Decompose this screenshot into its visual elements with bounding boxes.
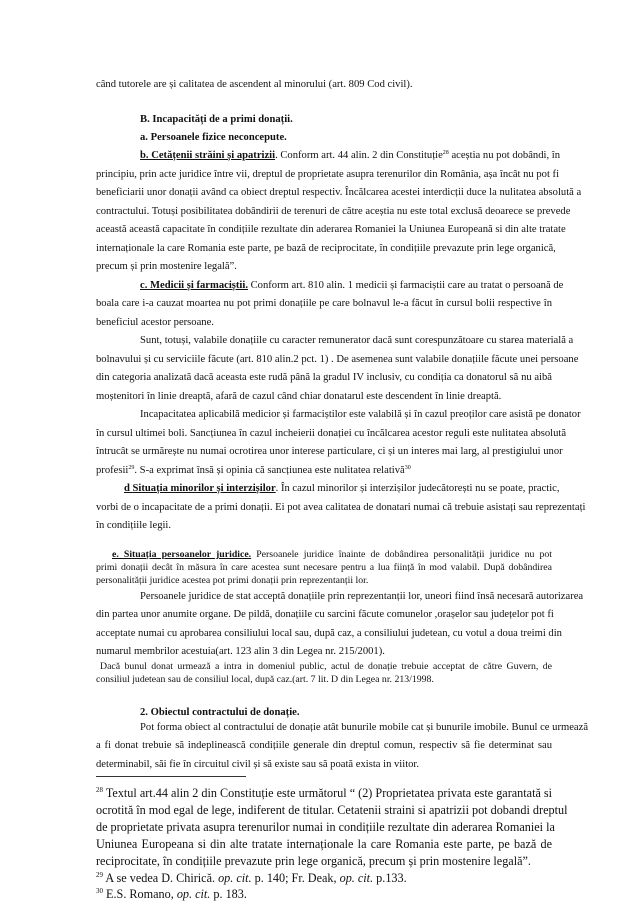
text-run: . Conform art. 44 alin. 2 din Constituție (275, 150, 443, 161)
text-run: E.S. Romano, (103, 887, 177, 901)
paragraph-line: Dacă bunul donat urmează a intra in domeniul public, actul de donație trebuie acceptat de către Guvern, de (100, 661, 552, 672)
subsection-heading-a: a. Persoanele fizice neconcepute. (140, 132, 287, 143)
citation: op. cit. (218, 871, 252, 885)
paragraph-line: beneficiul acestor persoane. (96, 317, 214, 328)
text-run: Conform art. 810 alin. 1 medicii și farmaciștii care au tratat o persoană de (247, 280, 564, 291)
paragraph-line: primi donații decât în măsura în care acestea sunt necesare pentru a lua ființă în mod valabil. După dobândirea (96, 562, 552, 573)
footnote-29 (96, 871, 552, 886)
paragraph-line (96, 464, 552, 477)
paragraph-line: Sunt, totuși, valabile donațiile cu caracter remunerator dacă sunt corespunzătoare cu starea materială a (140, 335, 574, 346)
paragraph-line: bolnavului și cu serviciile făcute (art. 810 alin.2 pct. 1) . De asemenea sunt valabile donațiile făcute unei persoane (96, 354, 579, 365)
paragraph-line: în cursul ultimei boli. Sancțiunea în cazul incheierii donației cu încălcarea acestor reguli este nulitatea absolută (96, 428, 567, 439)
footnote-28-line: Uniunea Europeana si din alte tratate internaționale la care Romania este parte, pe bază de (96, 837, 552, 851)
paragraph-line: vorbi de o incapacitate de a primi donații. Ei pot avea calitatea de donatari numai că trebuie asistați sau reprezentați (96, 502, 586, 513)
paragraph-line: principiu, prin acte juridice între vii, dreptul de proprietate asupra terenurilor din România, așa încât nu pot fi (96, 169, 560, 180)
paragraph-line: precum și prin mostenire legală”. (96, 261, 237, 272)
footnote-28-line (96, 786, 552, 801)
paragraph-line: contractului. Totuși posibilitatea dobândirii de terenuri de către aceștia nu este total exclusă deoarece se prevede (96, 206, 571, 217)
paragraph-line: această această capacitate în condițiile rezultate din aderarea Romaniei la Uniunea Europeană si din alte tratate (96, 224, 566, 235)
paragraph-line: beneficiarii unor donații având ca obiect dreptul respectiv. Încălcarea acestei interdicții duce la nulitatea absolută a (96, 187, 582, 198)
paragraph-line: Incapacitatea aplicabilă medicior și farmaciștilor este valabilă și în cazul preoților care asistă pe donator (140, 409, 581, 420)
paragraph-line: moștenitori în linie dreaptă, afară de cazul când chiar donatarul este descendent în linie dreaptă. (96, 391, 502, 402)
paragraph-line: internaționale la care Romania este parte, pe bază de reciprocitate, în condițiile prevazute prin lege organică, (96, 243, 556, 254)
text-run: p. 140; Fr. Deak, (251, 871, 340, 885)
paragraph-line: determinabil, săi fie în circuitul civil și să existe sau să poată exista in viitor. (96, 759, 420, 770)
subsection-heading-c: c. Medicii și farmaciștii. (140, 280, 248, 291)
text-run: p. 183. (210, 887, 247, 901)
subsection-heading-b: b. Cetățenii străini și apatrizii (140, 150, 276, 161)
footnote-number-30: 30 (96, 887, 103, 895)
text-run: . În cazul minorilor și interzișilor judecătorești nu se poate, practic, (275, 483, 560, 494)
text-run: aceștia nu pot dobândi, în (448, 150, 561, 161)
text-run: Textul art.44 alin 2 din Constituție este următorul “ (2) Proprietatea privata este garantată si (105, 786, 553, 800)
paragraph-line (124, 482, 560, 495)
subsection-heading-e: e. Situația persoanelor juridice. (112, 549, 252, 560)
paragraph-line: a fi donat trebuie să indeplinească condițiile generale din dreptul comun, respectiv să fie determinat sau (96, 740, 552, 751)
footnote-28-line: ocrotită în mod egal de lege, indiferent de titular. Cetatenii straini si apatrizii pot dobandi dreptul (96, 803, 568, 817)
section-heading-b: B. Incapacități de a primi donații. (140, 114, 293, 125)
paragraph-line: întrucât se urmărește nu numai ocrotirea unor interese particulare, ci și un interes mai larg, al prestigiului unor (96, 446, 563, 457)
footnote-number-29: 29 (96, 871, 103, 879)
paragraph-line: din categoria analizată dacă aceasta este rudă până la gradul IV inclusiv, cu condiția ca donatorul să nu aibă (96, 372, 552, 383)
paragraph-line: în condițiile legii. (96, 520, 172, 531)
footnote-30 (96, 887, 552, 902)
text-run: profesii (96, 465, 129, 476)
footnote-28-line: de proprietate privata asupra terenurilor numai in condițiile rezultate din aderarea Romaniei la (96, 820, 555, 834)
text-run: A se vedea D. Chirică. (103, 871, 219, 885)
paragraph-line: din partea unor anumite organe. De pildă, donațiile cu sarcini făcute comunelor ,orașelor sau județelor pot fi (96, 609, 554, 620)
paragraph-line (112, 549, 552, 561)
citation: op. cit. (339, 871, 374, 885)
paragraph-line: consiliul judetean sau de consiliul local, după caz.(art. 7 lit. D din Legea nr. 213/1998. (96, 674, 434, 685)
footnote-28-line: reciprocitate, în condițiile prevazute prin lege organică, precum și prin mostenire legală”. (96, 854, 531, 868)
paragraph-line: când tutorele are și calitatea de ascendent al minorului (art. 809 Cod civil). (96, 79, 413, 90)
paragraph-line: Persoanele juridice de stat acceptă donațiile prin reprezentanții lor, uneori fiind însă necesară autorizarea (140, 591, 584, 602)
text-run: . S-a exprimat însă și opinia că sancțiunea este nulitatea relativă (134, 465, 405, 476)
citation: op. cit. (176, 887, 211, 901)
subsection-heading-d: d Situația minorilor și interzișilor (124, 483, 276, 494)
paragraph-line: Pot forma obiect al contractului de donație atât bunurile mobile cat și bunurile imobile. Bunul ce urmează (140, 722, 589, 733)
text-run: Persoanele juridice înainte de dobândirea personalității juridice nu pot (251, 549, 553, 560)
footnote-separator (96, 776, 246, 777)
paragraph-line: numarul membrilor acestuia(art. 123 alin 3 din Legea nr. 215/2001). (96, 646, 385, 657)
footnote-ref-28[interactable]: 28 (442, 150, 449, 156)
paragraph-line: personalității juridice acestea pot primi donații prin reprezentanții lor. (96, 575, 369, 586)
paragraph-line (140, 149, 561, 162)
footnote-ref-30[interactable]: 30 (404, 465, 411, 471)
text-run: p.133. (373, 871, 407, 885)
footnote-ref-29[interactable]: 29 (128, 465, 135, 471)
paragraph-line (140, 279, 564, 292)
footnote-number-28: 28 (96, 786, 103, 794)
section-heading-2: 2. Obiectul contractului de donație. (140, 707, 300, 718)
paragraph-line: boala care i-a cauzat moartea nu pot primi donațiile pe care bolnavul le-a făcut în cursul bolii respective în (96, 298, 552, 309)
paragraph-line: acceptate numai cu aprobarea consiliului local sau, după caz, a consiliului judetean, cu votul a doua treimi din (96, 628, 562, 639)
